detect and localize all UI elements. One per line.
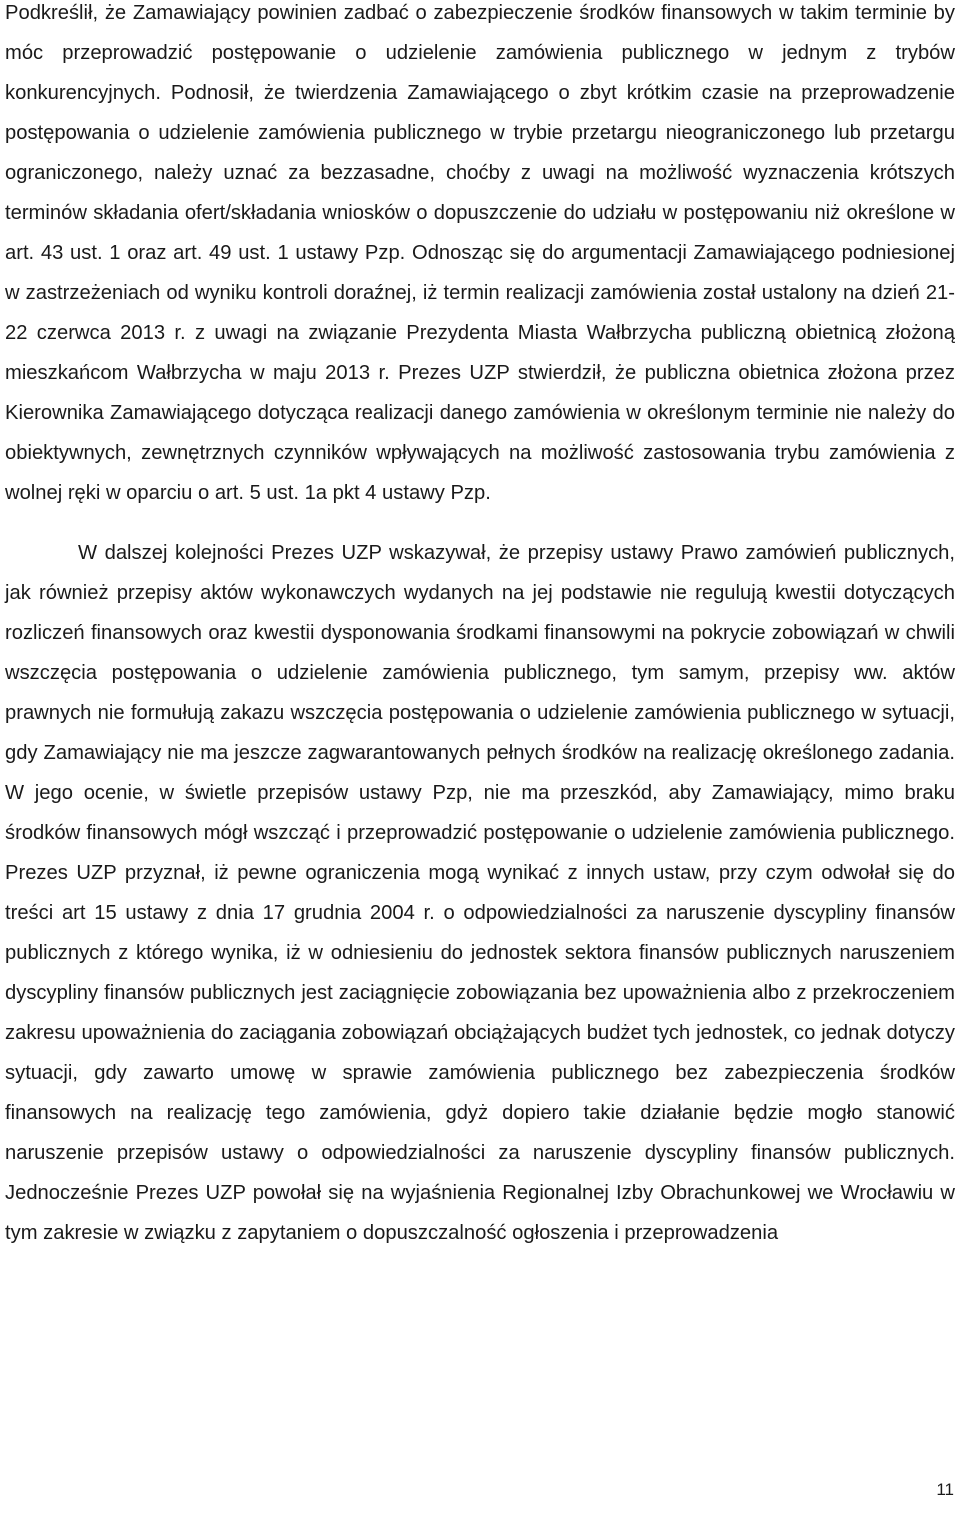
page-number: 11 <box>936 1480 954 1499</box>
paragraph-2: W dalszej kolejności Prezes UZP wskazywał, że przepisy ustawy Prawo zamówień publicznych, jak również przepisy aktów wykonawczych wydanych na jej podstawie nie regulują kwestii dotyczących rozliczeń finansowych oraz kwestii dysponowania środkami finansowymi na pokrycie zobowiązań w chwili wszczęcia postępowania o udzielenie zamówienia publicznego, tym samym, przepisy ww. aktów prawnych nie formułują zakazu wszczęcia postępowania o udzielenie zamówienia publicznego w sytuacji, gdy Zamawiający nie ma jeszcze zagwarantowanych pełnych środków na realizację określonego zadania. W jego ocenie, w świetle przepisów ustawy Pzp, nie ma przeszkód, aby Zamawiający, mimo braku środków finansowych mógł wszcząć i przeprowadzić postępowanie o udzielenie zamówienia publicznego. Prezes UZP przyznał, iż pewne ograniczenia mogą wynikać z innych ustaw, przy czym odwołał się do treści art 15 ustawy z dnia 17 grudnia 2004 r. o odpowiedzialności za naruszenie dyscypliny finansów publicznych z którego wynika, iż w odniesieniu do jednostek sektora finansów publicznych naruszeniem dyscypliny finansów publicznych jest zaciągnięcie zobowiązania bez upoważnienia albo z przekroczeniem zakresu upoważnienia do zaciągania zobowiązań obciążających budżet tych jednostek, co jednak dotyczy sytuacji, gdy zawarto umowę w sprawie zamówienia publicznego bez zabezpieczenia środków finansowych na realizację tego zamówienia, gdyż dopiero takie działanie będzie mogło stanowić naruszenie przepisów ustawy o odpowiedzialności za naruszenie dyscypliny finansów publicznych. Jednocześnie Prezes UZP powołał się na wyjaśnienia Regionalnej Izby Obrachunkowej we Wrocławiu w tym zakresie w związku z zapytaniem o dopuszczalność ogłoszenia i przeprowadzenia <box>5 542 955 1244</box>
paragraph-1: Podkreślił, że Zamawiający powinien zadbać o zabezpieczenie środków finansowych w takim terminie by móc przeprowadzić postępowanie o udzielenie zamówienia publicznego w jednym z trybów konkurencyjnych. Podnosił, że twierdzenia Zamawiającego o zbyt krótkim czasie na przeprowadzenie postępowania o udzielenie zamówienia publicznego w trybie przetargu nieograniczonego lub przetargu ograniczonego, należy uznać za bezzasadne, choćby z uwagi na możliwość wyznaczenia krótszych terminów składania ofert/składania wniosków o dopuszczenie do udziału w postępowaniu niż określone w art. 43 ust. 1 oraz art. 49 ust. 1 ustawy Pzp. Odnosząc się do argumentacji Zamawiającego podniesionej w zastrzeżeniach od wyniku kontroli doraźnej, iż termin realizacji zamówienia został ustalony na dzień 21-22 czerwca 2013 r. z uwagi na związanie Prezydenta Miasta Wałbrzycha publiczną obietnicą złożoną mieszkańcom Wałbrzycha w maju 2013 r. Prezes UZP stwierdził, że publiczna obietnica złożona przez Kierownika Zamawiającego dotycząca realizacji danego zamówienia w określonym terminie nie należy do obiektywnych, zewnętrznych czynników wpływających na możliwość zastosowania trybu zamówienia z wolnej ręki w oparciu o art. 5 ust. 1a pkt 4 ustawy Pzp. <box>5 2 955 504</box>
document-page <box>5 0 955 1253</box>
